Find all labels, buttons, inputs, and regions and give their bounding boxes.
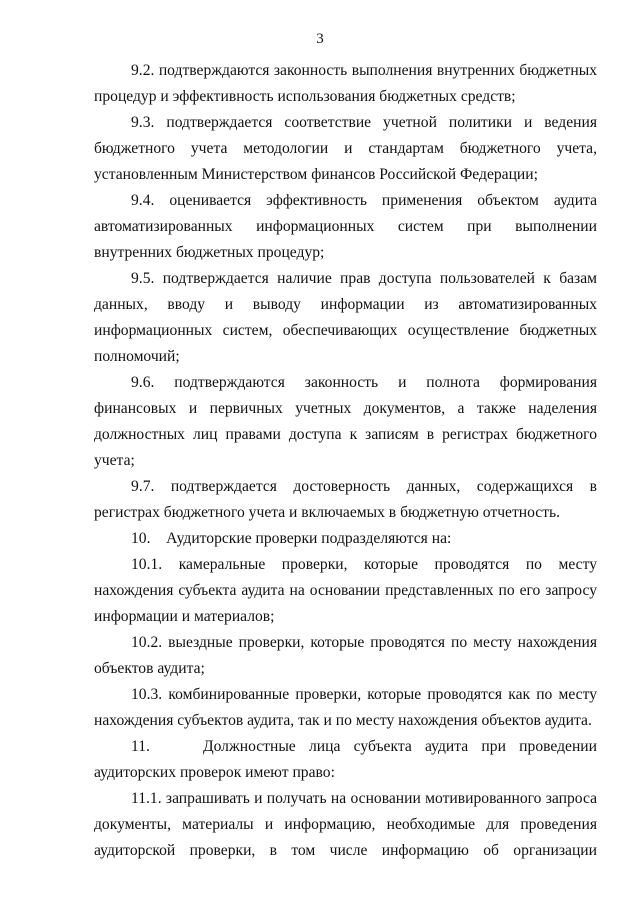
paragraph-9-2: 9.2. подтверждаются законность выполнения внутренних бюджетных процедур и эффективность использования бюджетных средств; <box>94 62 597 105</box>
page-number: 3 <box>316 31 324 47</box>
paragraph-9-6: 9.6. подтверждаются законность и полнота формирования финансовых и первичных учетных документов, а также наделения должностных лиц правами доступа к записям в регистрах бюджетного учета; <box>94 374 597 469</box>
document-body <box>94 58 601 864</box>
paragraph-10-3: 10.3. комбинированные проверки, которые проводятся как по месту нахождения субъектов аудита, так и по месту нахождения объектов аудита. <box>94 686 597 729</box>
paragraph-9-5: 9.5. подтверждается наличие прав доступа пользователей к базам данных, вводу и выводу информации из автоматизированных информационных систем, обеспечивающих осуществление бюджетных полномочий; <box>94 270 597 365</box>
paragraph-11: 11. Должностные лица субъекта аудита при проведении аудиторских проверок имеют право: <box>94 738 601 781</box>
paragraph-10-1: 10.1. камеральные проверки, которые проводятся по месту нахождения субъекта аудита на основании представленных по его запросу информации и материалов; <box>94 556 597 625</box>
paragraph-11-1: 11.1. запрашивать и получать на основании мотивированного запроса документы, материалы и информацию, необходимые для проведения аудиторской проверки, в том числе информацию об организации <box>94 790 597 859</box>
paragraph-9-7: 9.7. подтверждается достоверность данных, содержащихся в регистрах бюджетного учета и включаемых в бюджетную отчетность. <box>94 478 597 521</box>
paragraph-9-3: 9.3. подтверждается соответствие учетной политики и ведения бюджетного учета методологии и стандартам бюджетного учета, установленным Министерством финансов Российской Федерации; <box>94 114 597 183</box>
paragraph-10: 10. Аудиторские проверки подразделяются на: <box>131 530 452 547</box>
paragraph-9-4: 9.4. оценивается эффективность применения объектом аудита автоматизированных информационных систем при выполнении внутренних бюджетных процедур; <box>94 192 597 261</box>
paragraph-10-2: 10.2. выездные проверки, которые проводятся по месту нахождения объектов аудита; <box>94 634 597 677</box>
